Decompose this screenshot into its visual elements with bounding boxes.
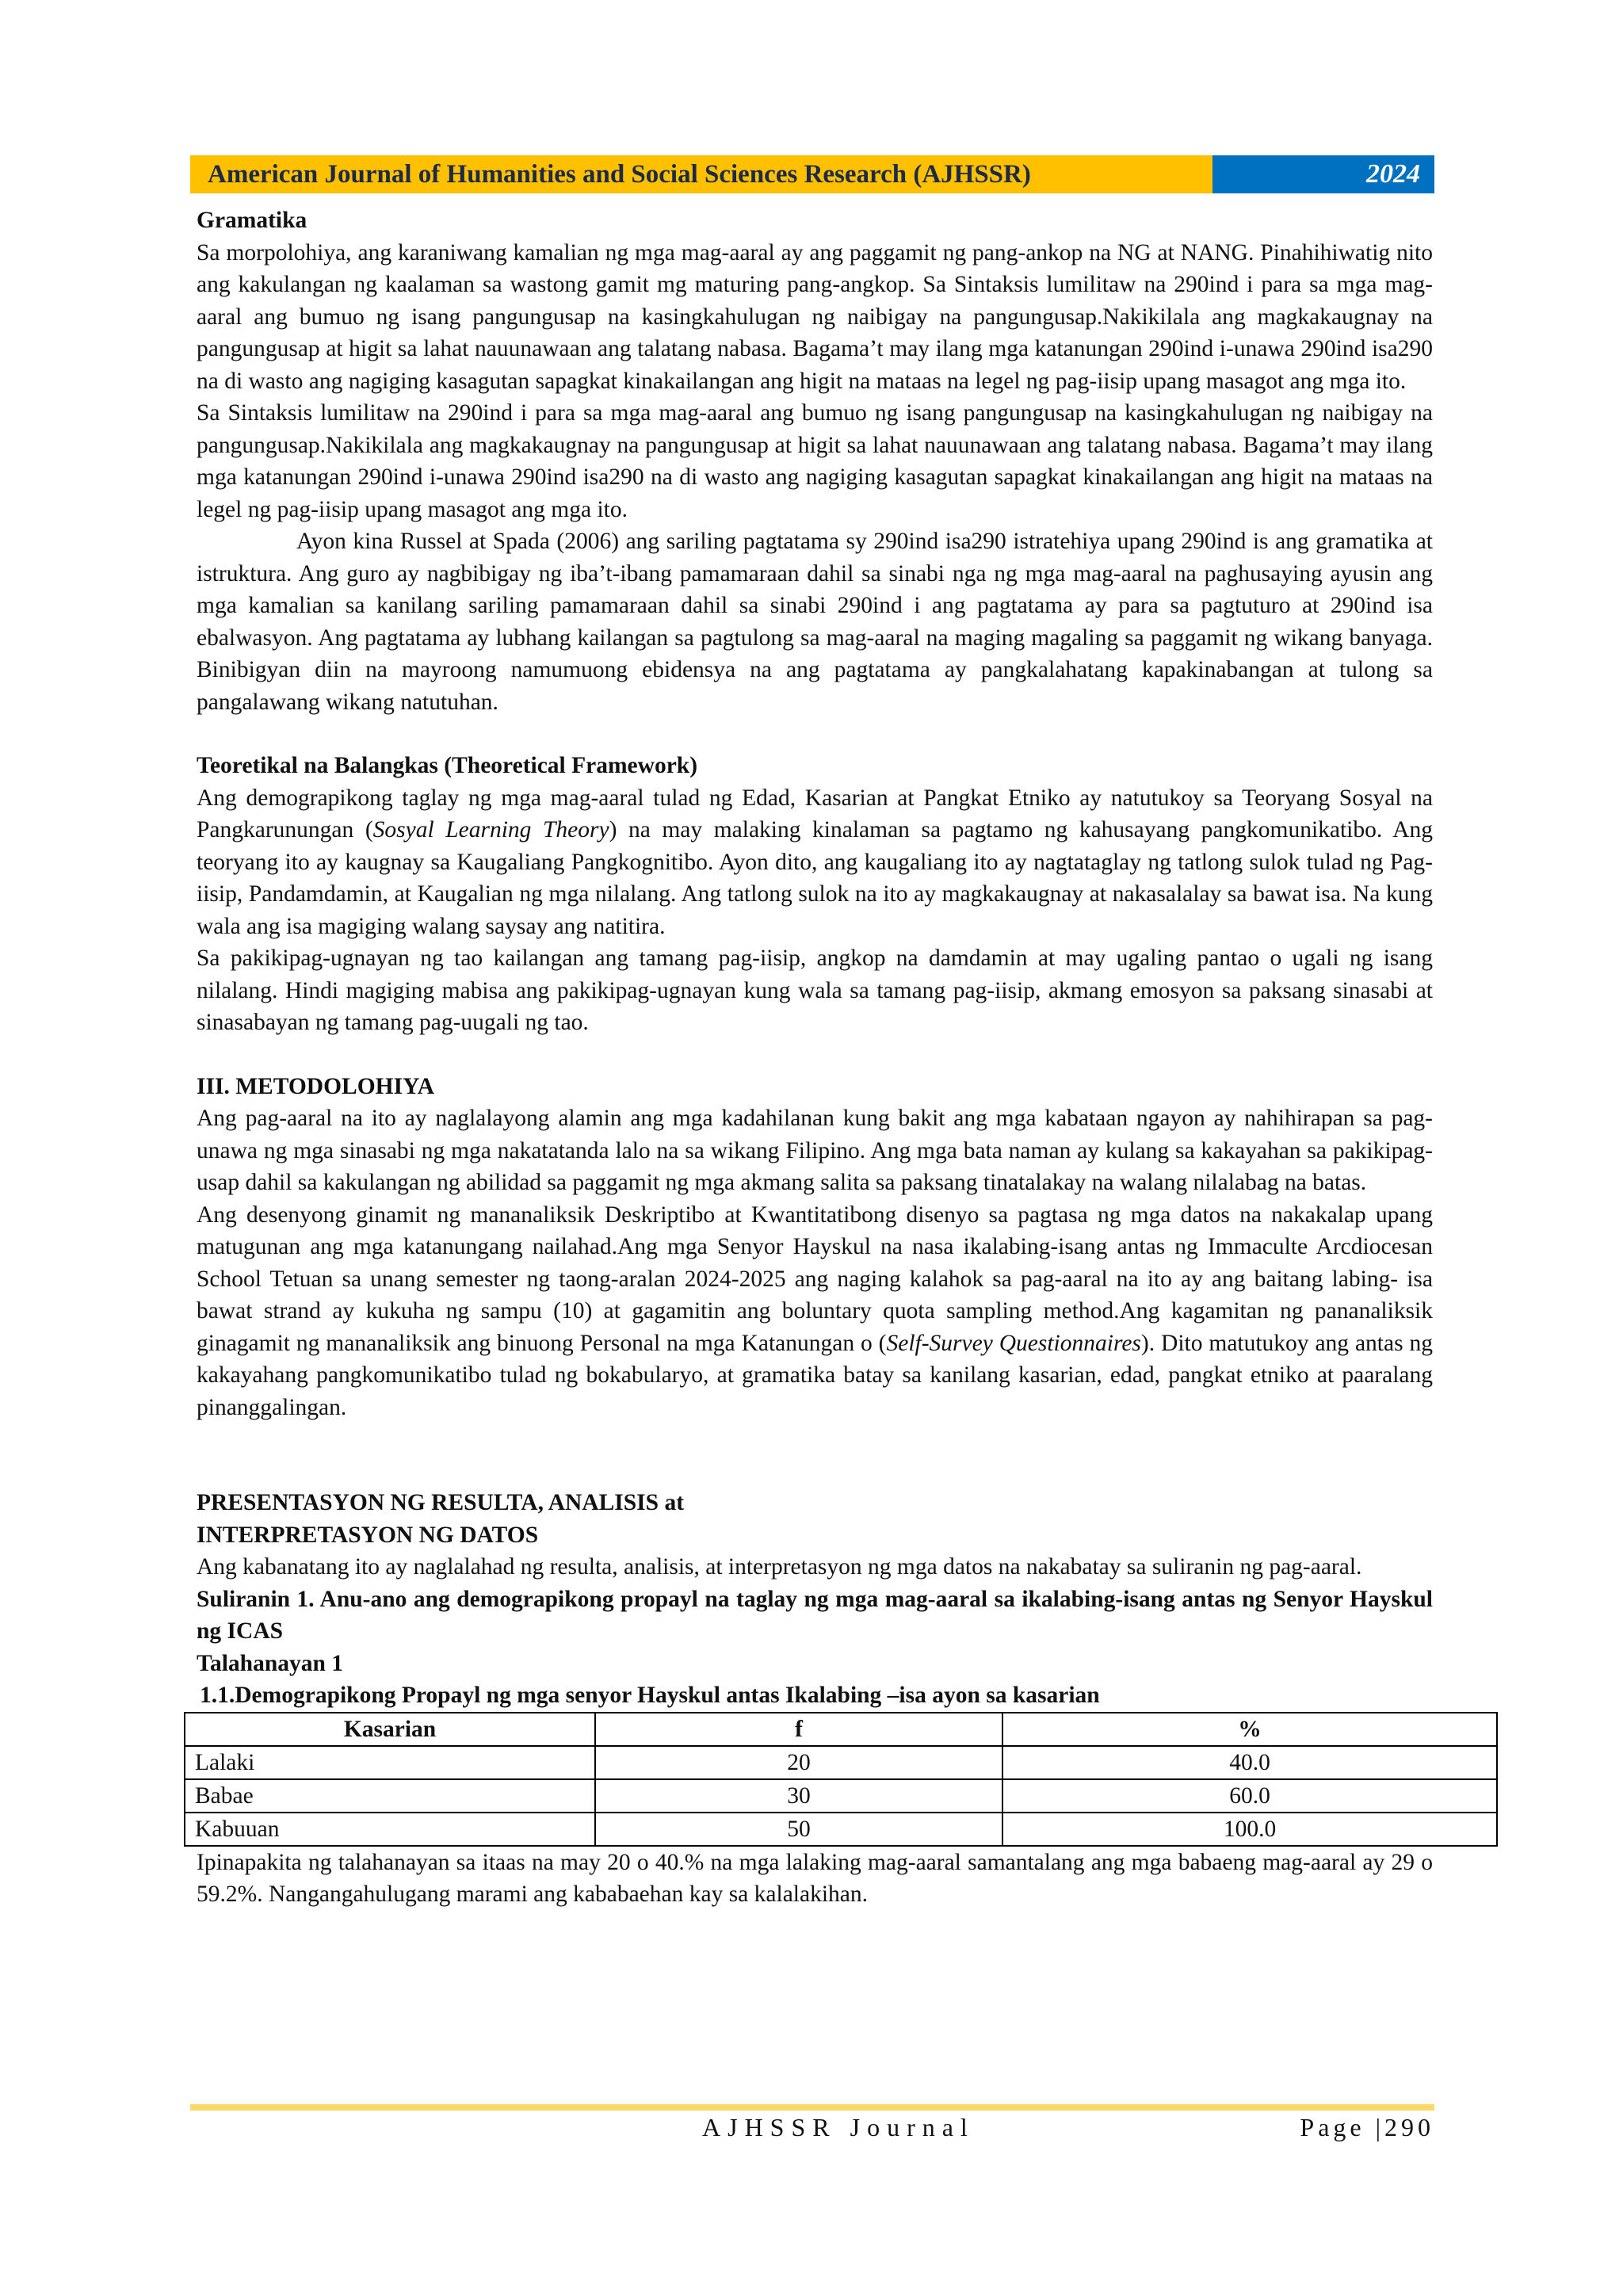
- table-header-row: [185, 1713, 1497, 1746]
- table-cell: Kabuuan: [185, 1813, 595, 1846]
- paragraph: Sa morpolohiya, ang karaniwang kamalian ng mga mag-aaral ay ang paggamit ng pang-ankop na NG at NANG. Pinahihiwatig nito ang kakulangan ng kaalaman sa wastong gamit mg maturing pang-angkop. Sa Sintaksis lumilitaw na 290ind i para sa mga mag-aaral ang bumuo ng isang pangungusap na kasingkahulugan ng naibigay na pangungusap.Nakikilala ang magkakaugnay na pangungusap at higit sa lahat nauunawaan ang talatang nabasa. Bagama’t may ilang mga katanungan 290ind i-unawa 290ind isa290 na di wasto ang nagiging kasagutan sapagkat kinakailangan ang higit na mataas na legel ng pag-iisip upang masagot ang mga ito.: [197, 239, 1433, 394]
- paragraph: [197, 782, 1433, 943]
- text-run: Ang desenyong ginamit ng mananaliksik Deskriptibo at Kwantitatibong disenyo sa pagtasa ng mga datos na nakakalap upang matugunan ang mga katanungang nailahad.Ang mga Senyor Hayskul na nasa ikalabing-isang antas ng Immaculte Arcdiocesan School Tetuan sa unang semester ng taong-aralan 2024-2025 ang naging kalahok sa pag-aaral na ito ay ang baitang labing- isa bawat strand ay kukuha ng sampu (10) at gagamitin ang boluntary quota sampling method.Ang kagamitan ng pananaliksik ginagamit ng mananaliksik ang binuong Personal na mga Katanungan o (: [197, 1201, 1433, 1356]
- text-run: Ang demograpikong taglay ng mga mag-aaral tulad ng Edad, Kasarian at Pangkat Etniko ay natutukoy sa Teoryang Sosyal na Pangkarunungan (: [197, 785, 1433, 842]
- paragraph: Ang kabanatang ito ay naglalahad ng resulta, analisis, at interpretasyon ng mga datos na nakabatay sa suliranin ng pag-aaral.: [197, 1554, 1362, 1580]
- section-heading-method: III. METODOLOHIYA: [197, 1073, 434, 1099]
- table-cell: 50: [595, 1813, 1002, 1846]
- table-cell: 20: [595, 1746, 1002, 1779]
- section-heading-theory: Teoretikal na Balangkas (Theoretical Framework): [197, 753, 698, 778]
- table-cell: 100.0: [1002, 1813, 1497, 1846]
- paragraph: Ayon kina Russel at Spada (2006) ang sariling pagtatama sy 290ind isa290 istratehiya upang 290ind is ang gramatika at istruktura. Ang guro ay nagbibigay ng iba’t-ibang pamamaraan dahil sa sinabi nga ng mga mag-aaral na paghusaying ayusin ang mga kamalian sa kanilang sariling pamamaraan dahil sa sinabi 290ind i ang pagtatama ay para sa pagtuturo at 290ind isa ebalwasyon. Ang pagtatama ay lubhang kailangan sa pagtulong sa mag-aaral na maging magaling sa paggamit ng wikang banyaga. Binibigyan diin na mayroong namumuong ebidensya na ang pagtatama ay pangkalahatang kapakinabangan at tulong sa pangalawang wikang natutuhan.: [197, 529, 1433, 715]
- section-heading-gramatika: Gramatika: [197, 208, 307, 233]
- table-cell: Lalaki: [185, 1746, 595, 1779]
- column-header: f: [595, 1713, 1002, 1746]
- table-label: Talahanayan 1: [197, 1650, 344, 1676]
- column-header: %: [1002, 1713, 1497, 1746]
- table-row: [185, 1746, 1497, 1779]
- journal-title: American Journal of Humanities and Social Sciences Research (AJHSSR): [190, 155, 1212, 193]
- italic-term: Sosyal Learning Theory: [372, 817, 609, 842]
- paragraph: [197, 1199, 1433, 1424]
- page-number: Page |290: [1300, 2113, 1434, 2141]
- footer-journal-name: AJHSSR Journal: [702, 2113, 975, 2141]
- research-problem: Suliranin 1. Anu-ano ang demograpikong propayl na taglay ng mga mag-aaral sa ikalabing-isang antas ng Senyor Hayskul ng ICAS: [197, 1586, 1433, 1644]
- text-run: ). Dito matutukoy ang antas ng kakayahang pangkomunikatibo tulad ng bokabularyo, at gramatika batay sa kanilang kasarian, edad, pangkat etniko at paaralang pinanggalingan.: [197, 1330, 1433, 1420]
- paragraph: Sa Sintaksis lumilitaw na 290ind i para sa mga mag-aaral ang bumuo ng isang pangungusap na kasingkahulugan ng naibigay na pangungusap.Nakikilala ang magkakaugnay na pangungusap at higit sa lahat nauunawaan ang talatang nabasa. Bagama’t may ilang mga katanungan 290ind i-unawa 290ind isa290 na di wasto ang nagiging kasagutan sapagkat kinakailangan ang higit na mataas na legel ng pag-iisip upang masagot ang mga ito.: [197, 400, 1433, 522]
- article-body: [197, 204, 1433, 1911]
- text-run: ) na may malaking kinalaman sa pagtamo ng kahusayang pangkomunikatibo. Ang teoryang ito ay kaugnay sa Kaugaliang Pangkognitibo. Ayon dito, ang kaugaliang ito ay nagtataglay ng tatlong sulok tulad ng Pag-iisip, Pandamdamin, at Kaugalian ng mga nilalang. Ang tatlong sulok na ito ay magkakaugnay at nakasalalay sa bawat isa. Na kung wala ang isa magiging walang saysay ang natitira.: [197, 817, 1433, 939]
- footer-divider: [190, 2104, 1434, 2111]
- paragraph: Ang pag-aaral na ito ay naglalayong alamin ang mga kadahilanan kung bakit ang mga kabataan ngayon ay nahihirapan sa pag-unawa ng mga sinasabi ng mga nakatatanda lalo na sa wikang Filipino. Ang mga bata naman ay kulang sa kakayahan sa pakikipag-usap dahil sa kakulangan ng abilidad sa paggamit ng mga akmang salita sa paksang tinatalakay na walang nilalabag na batas.: [197, 1106, 1433, 1195]
- table-cell: Babae: [185, 1779, 595, 1813]
- section-heading-results-1: PRESENTASYON NG RESULTA, ANALISIS at: [197, 1490, 685, 1515]
- italic-term: Self-Survey Questionnaires: [886, 1330, 1141, 1356]
- table-row: [185, 1813, 1497, 1846]
- table-interpretation: Ipinapakita ng talahanayan sa itaas na may 20 o 40.% na mga lalaking mag-aaral samantalang ang mga babaeng mag-aaral ay 29 o 59.2%. Nangangahulugang marami ang kababaehan kay sa kalalakihan.: [197, 1849, 1433, 1907]
- column-header: Kasarian: [185, 1713, 595, 1746]
- table-cell: 40.0: [1002, 1746, 1497, 1779]
- page-footer: [190, 2113, 1434, 2149]
- table-cell: 30: [595, 1779, 1002, 1813]
- table-cell: 60.0: [1002, 1779, 1497, 1813]
- paragraph: Sa pakikipag-ugnayan ng tao kailangan ang tamang pag-iisip, angkop na damdamin at may ugaling pantao o ugali ng isang nilalang. Hindi magiging mabisa ang pakikipag-ugnayan kung wala sa tamang pag-iisip, akmang emosyon sa paksang sinasabi at sinasabayan ng tamang pag-uugali ng tao.: [197, 946, 1433, 1035]
- table-row: [185, 1779, 1497, 1813]
- journal-year: 2024: [1212, 155, 1434, 193]
- table-caption: 1.1.Demograpikong Propayl ng mga senyor Hayskul antas Ikalabing –isa ayon sa kasarian: [200, 1683, 1100, 1708]
- section-heading-results-2: INTERPRETASYON NG DATOS: [197, 1522, 539, 1548]
- journal-header: [190, 155, 1434, 193]
- demographic-table: [184, 1712, 1498, 1847]
